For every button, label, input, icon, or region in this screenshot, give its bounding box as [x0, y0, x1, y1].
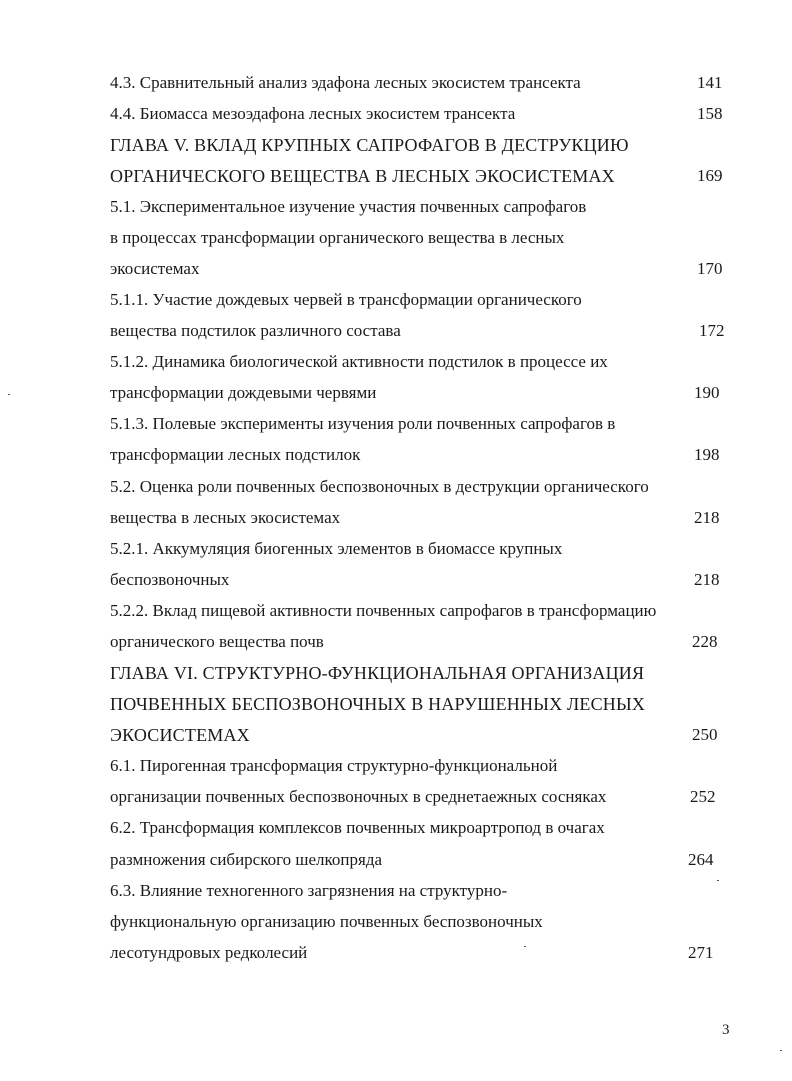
- toc-entry-5-1-3-line-1: 5.1.3. Полевые эксперименты изучения роли почвенных сапрофагов в: [110, 414, 616, 433]
- toc-entry-5-2-line-2: вещества в лесных экосистемах: [110, 508, 341, 527]
- toc-entry-5-1-line-2: в процессах трансформации органического вещества в лесных: [110, 228, 565, 247]
- toc-entry-5-2-1-line-2: беспозвоночных: [110, 570, 230, 589]
- toc-entry-5-1-3-page: 198: [694, 445, 720, 464]
- toc-chapter-6-line-3: ЭКОСИСТЕМАХ: [110, 725, 250, 745]
- toc-entry-5-2-2-line-2: органического вещества почв: [110, 632, 324, 651]
- scan-speck: [717, 880, 719, 881]
- toc-entry-6-2-line-1: 6.2. Трансформация комплексов почвенных микроартропод в очагах: [110, 818, 605, 837]
- toc-entry-5-1-2-page: 190: [694, 383, 720, 402]
- toc-entry-5-2-2-line-1: 5.2.2. Вклад пищевой активности почвенных сапрофагов в трансформацию: [110, 601, 657, 620]
- toc-entry-6-2-line-2: размножения сибирского шелкопряда: [110, 850, 383, 869]
- toc-entry-6-3-line-1: 6.3. Влияние техногенного загрязнения на структурно-: [110, 881, 508, 900]
- toc-entry-5-1-1-line-1: 5.1.1. Участие дождевых червей в трансформации органического: [110, 290, 582, 309]
- toc-entry-5-1-2-line-2: трансформации дождевыми червями: [110, 383, 377, 402]
- toc-entry-5-2-1-line-1: 5.2.1. Аккумуляция биогенных элементов в биомассе крупных: [110, 539, 563, 558]
- toc-entry-4-4-page: 158: [697, 104, 723, 123]
- toc-entry-6-1-page: 252: [690, 787, 716, 806]
- toc-entry-4-4-line-1: 4.4. Биомасса мезоэдафона лесных экосистем трансекта: [110, 104, 516, 123]
- toc-entry-6-1-line-2: организации почвенных беспозвоночных в среднетаежных сосняках: [110, 787, 607, 806]
- toc-entry-6-1-line-1: 6.1. Пирогенная трансформация структурно-функциональной: [110, 756, 558, 775]
- toc-entry-5-1-1-line-2: вещества подстилок различного состава: [110, 321, 401, 340]
- toc-entry-5-1-3-line-2: трансформации лесных подстилок: [110, 445, 361, 464]
- toc-entry-4-3-line-1: 4.3. Сравнительный анализ эдафона лесных экосистем трансекта: [110, 73, 581, 92]
- toc-entry-6-3-line-3: лесотундровых редколесий: [110, 943, 308, 962]
- toc-entry-5-1-line-1: 5.1. Экспериментальное изучение участия почвенных сапрофагов: [110, 197, 587, 216]
- toc-entry-4-3-page: 141: [697, 73, 723, 92]
- toc-entry-5-1-line-3: экосистемах: [110, 259, 200, 278]
- toc-chapter-6-page: 250: [692, 725, 718, 744]
- toc-entry-5-1-2-line-1: 5.1.2. Динамика биологической активности подстилок в процессе их: [110, 352, 608, 371]
- scan-speck: [8, 394, 10, 395]
- toc-entry-5-2-2-page: 228: [692, 632, 718, 651]
- toc-entry-5-2-line-1: 5.2. Оценка роли почвенных беспозвоночных в деструкции органического: [110, 477, 649, 496]
- toc-chapter-6-line-1: ГЛАВА VI. СТРУКТУРНО-ФУНКЦИОНАЛЬНАЯ ОРГАНИЗАЦИЯ: [110, 663, 645, 683]
- toc-entry-5-2-page: 218: [694, 508, 720, 527]
- toc-chapter-5-line-2: ОРГАНИЧЕСКОГО ВЕЩЕСТВА В ЛЕСНЫХ ЭКОСИСТЕМАХ: [110, 166, 615, 186]
- scan-speck: [524, 946, 526, 947]
- toc-entry-5-1-1-page: 172: [699, 321, 725, 340]
- toc-entry-6-3-page: 271: [688, 943, 714, 962]
- toc-entry-6-3-line-2: функциональную организацию почвенных беспозвоночных: [110, 912, 543, 931]
- toc-chapter-5-page: 169: [697, 166, 723, 185]
- page-number: 3: [722, 1022, 730, 1038]
- toc-entry-5-1-page: 170: [697, 259, 723, 278]
- scan-speck: [780, 1050, 782, 1051]
- toc-chapter-5-line-1: ГЛАВА V. ВКЛАД КРУПНЫХ САПРОФАГОВ В ДЕСТРУКЦИЮ: [110, 135, 629, 155]
- toc-chapter-6-line-2: ПОЧВЕННЫХ БЕСПОЗВОНОЧНЫХ В НАРУШЕННЫХ ЛЕСНЫХ: [110, 694, 646, 714]
- toc-entry-5-2-1-page: 218: [694, 570, 720, 589]
- toc-entry-6-2-page: 264: [688, 850, 714, 869]
